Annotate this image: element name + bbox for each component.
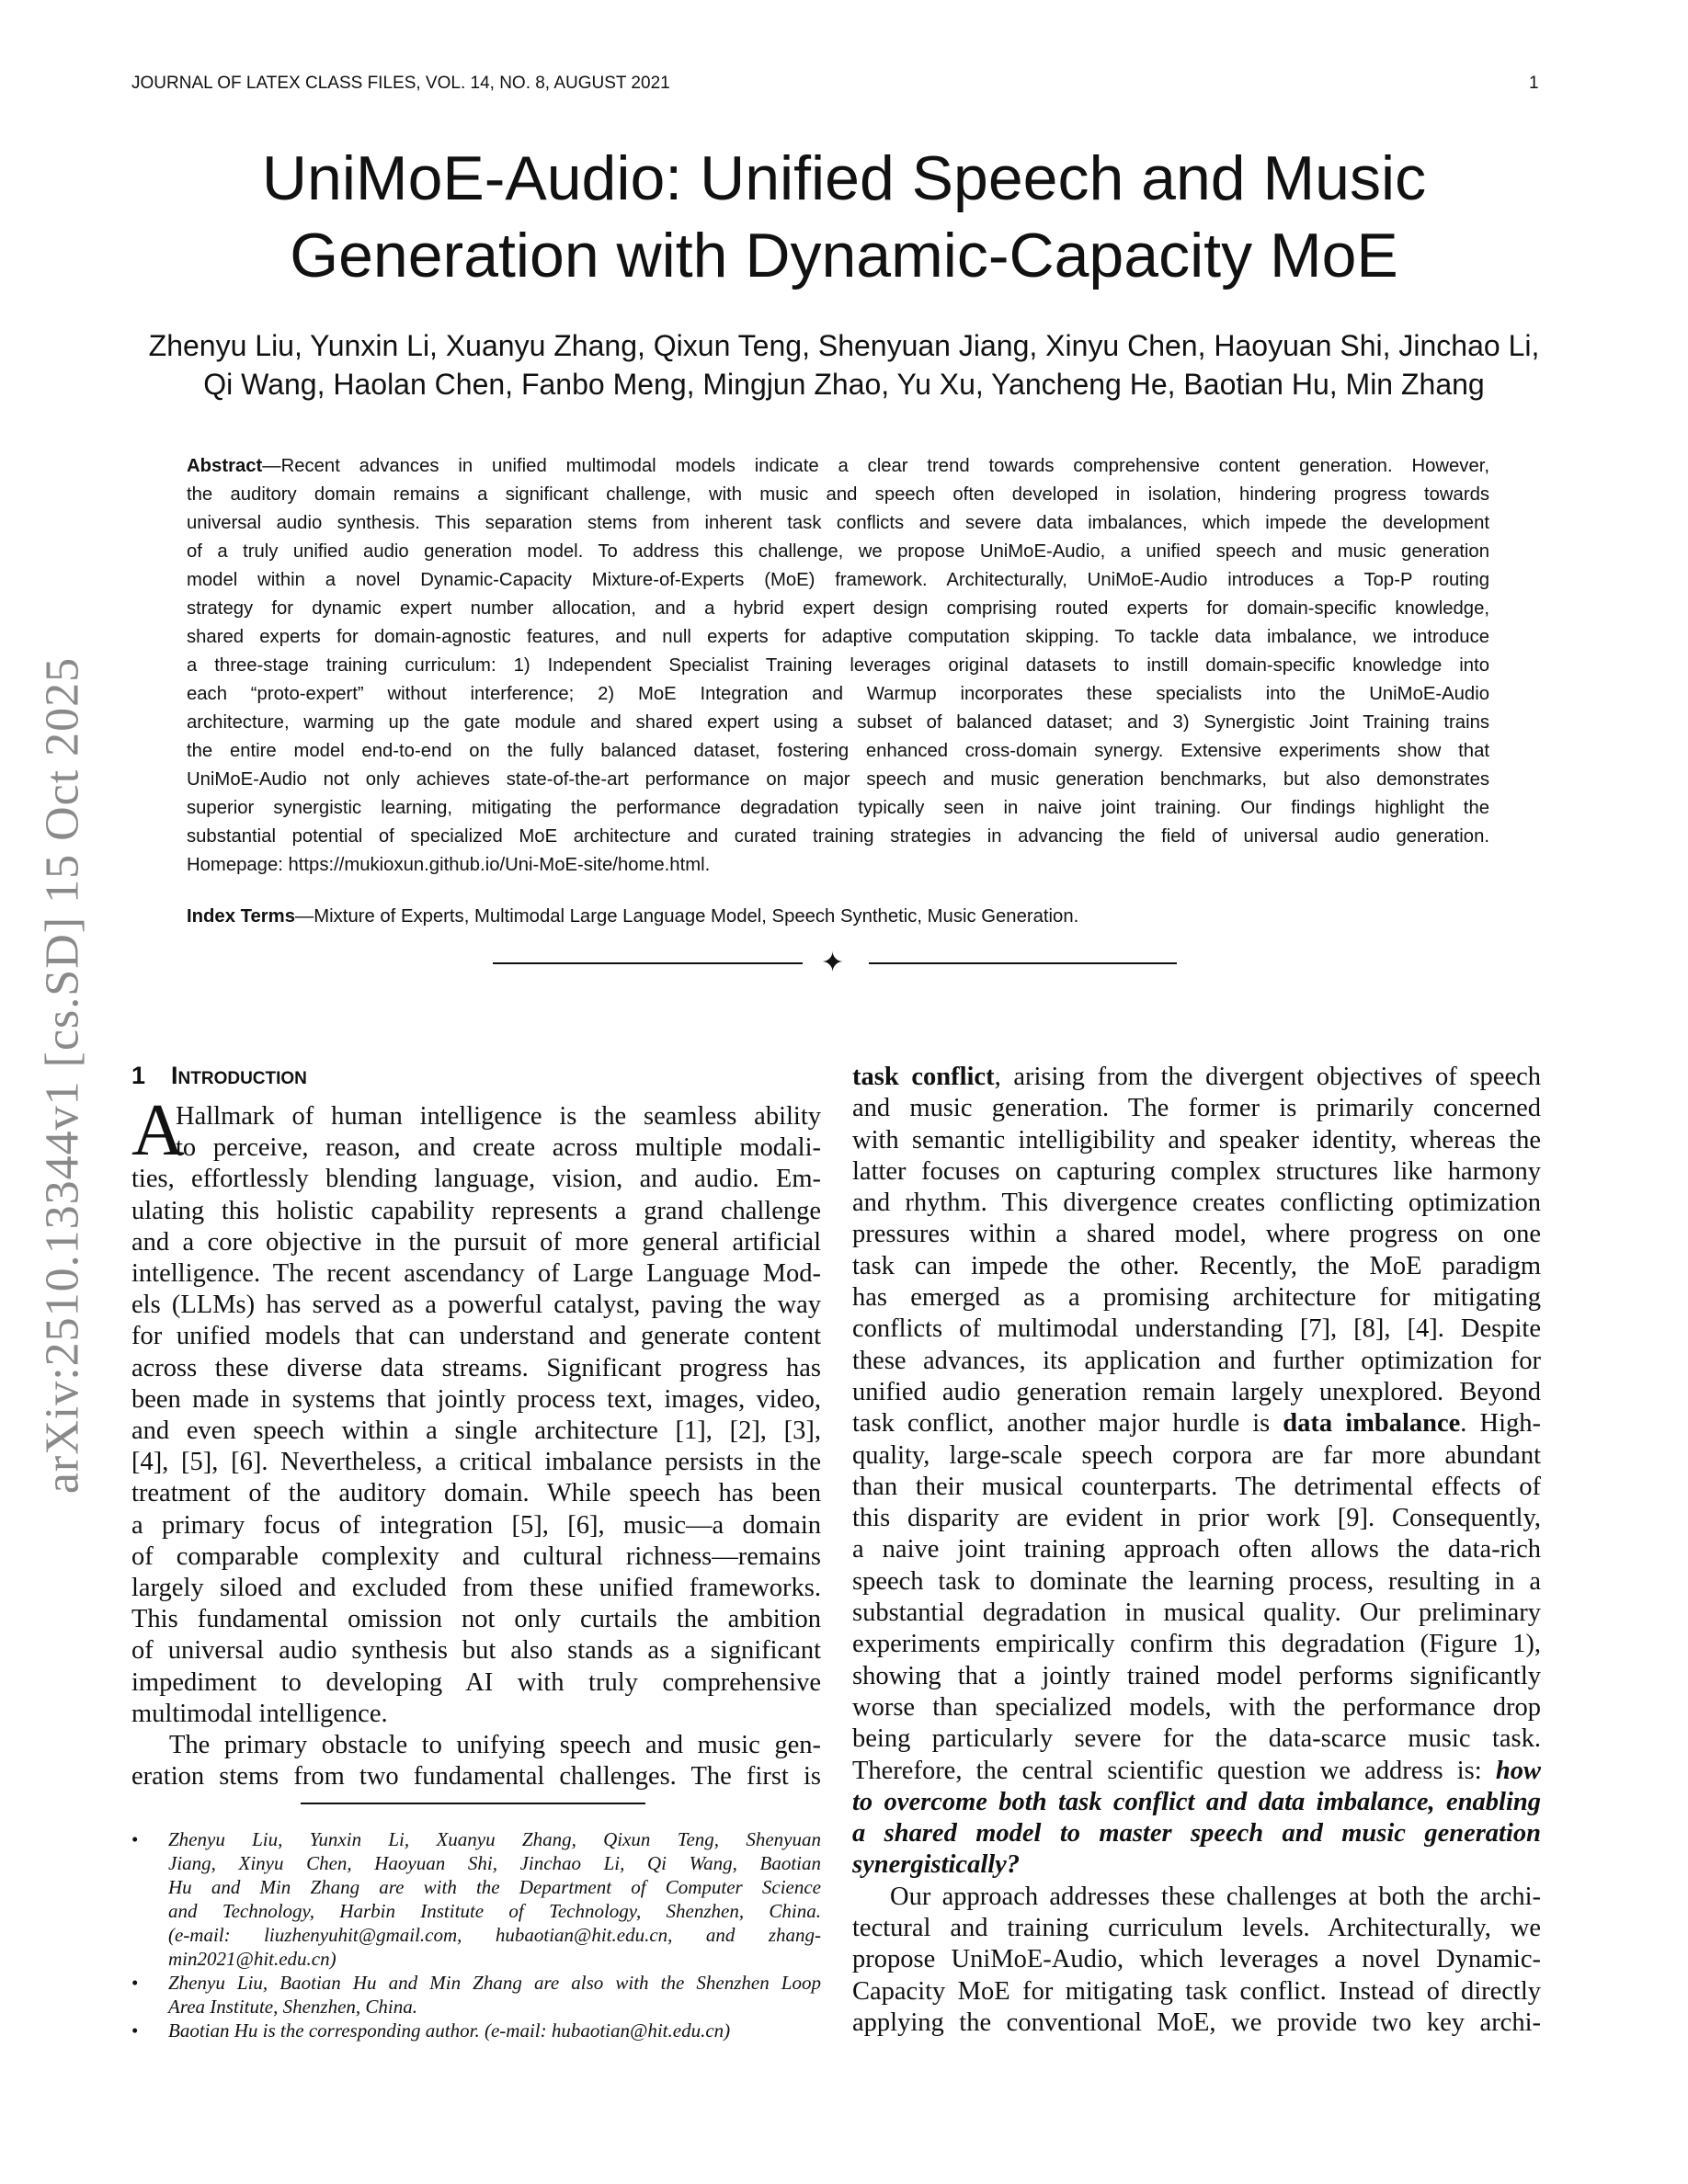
text-span: architecture, warming up the gate module and shared expert using a subset of balanced dataset; and 3) Synergistic Joint Training trains [187, 712, 1489, 733]
author-line: Zhenyu Liu, Yunxin Li, Xuanyu Zhang, Qixun Teng, Shenyuan Jiang, Xinyu Chen, Haoyuan Shi, Jinchao Li, [148, 329, 1540, 362]
right-column [852, 1062, 1541, 2039]
text-line [187, 851, 1489, 880]
text-line [131, 1258, 821, 1290]
text-span: being particularly severe for the data-scarce music task. [852, 1724, 1541, 1754]
footnote-line: Baotian Hu is the corresponding author. (e-mail: hubaotian@hit.edu.cn) [168, 2019, 731, 2042]
text-span: , arising from the divergent objectives of speech [994, 1063, 1541, 1091]
text-span: the auditory domain remains a significant challenge, with music and speech often developed in isolation, hindering progress towards [187, 484, 1489, 505]
text-line [187, 595, 1489, 623]
text-span: propose UniMoE-Audio, which leverages a novel Dynamic- [852, 1945, 1541, 1974]
text-line [187, 509, 1489, 538]
text-line [131, 1635, 821, 1666]
text-line [131, 1573, 821, 1604]
text-line [131, 1353, 821, 1384]
section-number: 1 [131, 1062, 146, 1089]
text-line [852, 1723, 1541, 1755]
text-line [131, 1667, 821, 1699]
text-span: superior synergistic learning, mitigating the performance degradation typically seen in naive joint training. Our findings highlight the [187, 798, 1489, 818]
emphasis-span: synergistically? [852, 1850, 1021, 1880]
footnote-line: Hu and Min Zhang are with the Department of Computer Science [168, 1876, 821, 1898]
text-line [852, 1566, 1541, 1598]
text-line [852, 1598, 1541, 1629]
text-line [187, 737, 1489, 766]
text-span: to perceive, reason, and create across multiple modali- [176, 1133, 821, 1163]
emphasis-span: data imbalance [1283, 1409, 1461, 1439]
footnote-line: (e-mail: liuzhenyuhit@gmail.com, hubaotian@hit.edu.cn, and zhang- [168, 1924, 821, 1946]
text-span: Hallmark of human intelligence is the seamless ability [176, 1102, 821, 1131]
text-span: substantial degradation in musical quality. Our preliminary [852, 1598, 1541, 1628]
text-line [131, 1447, 821, 1478]
text-span: UniMoE-Audio not only achieves state-of-the-art performance on major speech and music generation benchmarks, but also demonstrates [187, 769, 1489, 790]
text-span: Our approach addresses these challenges at both the archi- [890, 1882, 1541, 1911]
text-line [131, 1510, 821, 1541]
text-line [852, 1976, 1541, 2008]
text-line [852, 1787, 1541, 1818]
text-span: Homepage: https://mukioxun.github.io/Uni-MoE-site/home.html. [187, 855, 711, 875]
text-line [852, 1472, 1541, 1503]
text-line [131, 1227, 821, 1258]
footnote [131, 1971, 821, 2019]
text-span: and rhythm. This divergence creates conflicting optimization [852, 1189, 1541, 1218]
text-span: task can impede the other. Recently, the MoE paradigm [852, 1251, 1541, 1280]
text-span: for unified models that can understand and generate content [131, 1322, 821, 1351]
text-line [131, 1416, 821, 1447]
footnote-rule [301, 1803, 645, 1804]
text-span: a three-stage training curriculum: 1) Independent Specialist Training leverages original datasets to instill domain-specific knowledge into [187, 655, 1489, 676]
text-span: treatment of the auditory domain. While speech has been [131, 1479, 821, 1508]
text-span: a naive joint training approach often allows the data-rich [852, 1535, 1541, 1564]
bullet-icon: • [131, 1972, 139, 1994]
text-span: unified audio generation remain largely unexplored. Beyond [852, 1377, 1541, 1406]
text-span: tectural and training curriculum levels. Architecturally, we [852, 1914, 1541, 1943]
text-line [852, 1093, 1541, 1124]
text-line [131, 1730, 821, 1761]
arxiv-identifier: arXiv:2510.13344v1 [cs.SD] 15 Oct 2025 [36, 656, 89, 1495]
footnote-line: min2021@hit.edu.cn) [168, 1948, 336, 1970]
text-span: quality, large-scale speech corpora are far more abundant [852, 1440, 1541, 1470]
footnote-line: Zhenyu Liu, Yunxin Li, Xuanyu Zhang, Qixun Teng, Shenyuan [168, 1828, 821, 1850]
section-heading [131, 1062, 307, 1090]
emphasis-span: a shared model to master speech and music generation [852, 1819, 1541, 1848]
text-line [187, 766, 1489, 794]
text-span: Capacity MoE for mitigating task conflict. Instead of directly [852, 1976, 1541, 2006]
title-line: UniMoE-Audio: Unified Speech and Music [261, 143, 1427, 213]
text-span: of universal audio synthesis but also stands as a significant [131, 1636, 821, 1666]
text-line [852, 1882, 1541, 1913]
text-line [852, 1440, 1541, 1472]
text-span: speech task to dominate the learning process, resulting in a [852, 1566, 1541, 1596]
divider-left [493, 962, 803, 964]
bullet-icon: • [131, 1828, 139, 1850]
text-line [852, 2008, 1541, 2039]
text-line [187, 623, 1489, 652]
text-line [852, 1156, 1541, 1188]
text-line [852, 1661, 1541, 1692]
index-terms [187, 906, 1489, 927]
section-title: Introduction [171, 1062, 307, 1089]
text-line [852, 1314, 1541, 1345]
footnote [131, 1827, 821, 1971]
text-line [187, 709, 1489, 737]
footnote-line: Area Institute, Shenzhen, China. [168, 1996, 418, 2018]
text-span: ulating this holistic capability represents a grand challenge [131, 1196, 821, 1225]
text-span: strategy for dynamic expert number allocation, and a hybrid expert design comprising routed experts for domain-specific knowledge, [187, 598, 1489, 619]
text-line [852, 1282, 1541, 1314]
text-span: worse than specialized models, with the performance drop [852, 1692, 1541, 1722]
text-span: universal audio synthesis. This separation stems from inherent task conflicts and severe data imbalances, which impede the development [187, 513, 1489, 533]
text-line [131, 1604, 821, 1635]
text-span: has emerged as a promising architecture for mitigating [852, 1283, 1541, 1313]
text-line [131, 1164, 821, 1195]
text-line [852, 1849, 1541, 1881]
text-line [852, 1913, 1541, 1944]
text-span: multimodal intelligence. [131, 1699, 388, 1728]
text-span: Therefore, the central scientific question we address is: [852, 1756, 1496, 1785]
index-terms-text: —Mixture of Experts, Multimodal Large Language Model, Speech Synthetic, Music Generation. [294, 906, 1079, 927]
emphasis-span: to overcome both task conflict and data imbalance, enabling [852, 1787, 1541, 1816]
text-line [852, 1062, 1541, 1093]
text-span: across these diverse data streams. Significant progress has [131, 1353, 821, 1382]
text-span: —Recent advances in unified multimodal models indicate a clear trend towards comprehensive content generation. However, [262, 456, 1489, 476]
paper-title [0, 140, 1688, 294]
author-line: Qi Wang, Haolan Chen, Fanbo Meng, Mingjun Zhao, Yu Xu, Yancheng He, Baotian Hu, Min Zhang [203, 368, 1485, 401]
emphasis-span: task conflict [852, 1063, 995, 1091]
text-span: This fundamental omission not only curtails the ambition [131, 1605, 821, 1634]
text-span: each “proto-expert” without interference; 2) MoE Integration and Warmup incorporates these specialists into the UniMoE-Audio [187, 684, 1489, 704]
text-span: ties, effortlessly blending language, vision, and audio. Em- [131, 1165, 821, 1194]
divider-star-icon: ✦ [821, 947, 845, 979]
text-line [852, 1629, 1541, 1660]
text-line [852, 1251, 1541, 1282]
text-line [187, 566, 1489, 595]
text-line [131, 1541, 821, 1573]
text-line [187, 680, 1489, 709]
text-span: The primary obstacle to unifying speech and music gen- [169, 1731, 821, 1760]
text-span: model within a novel Dynamic-Capacity Mixture-of-Experts (MoE) framework. Architecturally, UniMoE-Audio introduces a Top-P routing [187, 570, 1489, 590]
text-span: and even speech within a single architecture [1], [2], [3], [131, 1416, 821, 1446]
text-span: [4], [5], [6]. Nevertheless, a critical imbalance persists in the [131, 1448, 821, 1477]
text-line [187, 481, 1489, 509]
text-line [852, 1534, 1541, 1565]
text-span: eration stems from two fundamental challenges. The first is [131, 1762, 821, 1792]
title-line: Generation with Dynamic-Capacity MoE [290, 221, 1398, 290]
text-line [187, 823, 1489, 851]
text-line [852, 1818, 1541, 1849]
text-span: showing that a jointly trained model performs significantly [852, 1661, 1541, 1690]
footnote [131, 2019, 821, 2042]
left-column [131, 1101, 821, 1792]
text-line [187, 794, 1489, 823]
text-span: this disparity are evident in prior work [9]. Consequently, [852, 1504, 1541, 1533]
text-span: pressures within a shared model, where progress on one [852, 1220, 1541, 1249]
divider-right [869, 962, 1177, 964]
text-line [852, 1377, 1541, 1408]
text-span: a primary focus of integration [5], [6], music—a domain [131, 1510, 821, 1540]
text-line [131, 1761, 821, 1792]
text-line [131, 1478, 821, 1509]
text-span: with semantic intelligibility and speaker identity, whereas the [852, 1125, 1541, 1155]
drop-cap: A [131, 1090, 185, 1171]
text-line [131, 1699, 821, 1730]
text-line [852, 1188, 1541, 1219]
footnote-line: Zhenyu Liu, Baotian Hu and Min Zhang are also with the Shenzhen Loop [168, 1972, 821, 1994]
text-span: than their musical counterparts. The detrimental effects of [852, 1472, 1541, 1501]
author-list [0, 326, 1688, 404]
text-span: impediment to developing AI with truly comprehensive [131, 1667, 821, 1697]
text-line [852, 1346, 1541, 1377]
text-span: experiments empirically confirm this degradation (Figure 1), [852, 1630, 1541, 1659]
emphasis-span: Abstract [187, 456, 263, 476]
footnotes [131, 1827, 821, 2042]
text-line [852, 1408, 1541, 1439]
text-line [852, 1219, 1541, 1250]
text-span: els (LLMs) has served as a powerful catalyst, paving the way [131, 1291, 821, 1320]
abstract [187, 452, 1489, 880]
text-line [131, 1101, 821, 1132]
text-line [852, 1756, 1541, 1787]
running-header: JOURNAL OF LATEX CLASS FILES, VOL. 14, NO. 8, AUGUST 2021 [131, 74, 670, 93]
text-span: applying the conventional MoE, we provide two key archi- [852, 2008, 1541, 2037]
page-number: 1 [1529, 74, 1539, 93]
text-span: these advances, its application and further optimization for [852, 1346, 1541, 1375]
text-line [852, 1944, 1541, 1975]
text-line [852, 1692, 1541, 1723]
bullet-icon: • [131, 2019, 139, 2042]
footnote-line: and Technology, Harbin Institute of Technology, Shenzhen, China. [168, 1900, 821, 1922]
text-span: shared experts for domain-agnostic features, and null experts for adaptive computation skipping. To tackle data imbalance, we introduce [187, 627, 1489, 647]
text-line [131, 1321, 821, 1352]
text-span: of a truly unified audio generation model. To address this challenge, we propose UniMoE-Audio, a unified speech and music generation [187, 541, 1489, 562]
text-span: intelligence. The recent ascendancy of Large Language Mod- [131, 1259, 821, 1289]
text-span: the entire model end-to-end on the fully balanced dataset, fostering enhanced cross-domain synergy. Extensive experiments show that [187, 741, 1489, 761]
text-span: substantial potential of specialized MoE architecture and curated training strategies in advancing the field of universal audio generation. [187, 826, 1489, 847]
text-line [187, 652, 1489, 680]
text-span: . High- [1460, 1409, 1541, 1439]
text-line [131, 1196, 821, 1227]
text-span: been made in systems that jointly process text, images, video, [131, 1384, 821, 1414]
text-line [131, 1290, 821, 1321]
text-span: task conflict, another major hurdle is [852, 1409, 1283, 1439]
index-terms-label: Index Terms [187, 906, 295, 927]
text-span: and a core objective in the pursuit of more general artificial [131, 1227, 821, 1257]
text-line [131, 1132, 821, 1164]
text-span: of comparable complexity and cultural richness—remains [131, 1541, 821, 1571]
text-line [187, 452, 1489, 481]
footnote-line: Jiang, Xinyu Chen, Haoyuan Shi, Jinchao Li, Qi Wang, Baotian [168, 1852, 821, 1874]
text-span: latter focuses on capturing complex structures like harmony [852, 1156, 1541, 1186]
text-line [187, 538, 1489, 566]
text-span: largely siloed and excluded from these unified frameworks. [131, 1574, 821, 1603]
emphasis-span: how [1495, 1756, 1541, 1785]
text-line [131, 1384, 821, 1416]
text-span: conflicts of multimodal understanding [7], [8], [4]. Despite [852, 1314, 1541, 1344]
text-line [852, 1503, 1541, 1534]
text-span: and music generation. The former is primarily concerned [852, 1094, 1541, 1123]
text-line [852, 1125, 1541, 1156]
